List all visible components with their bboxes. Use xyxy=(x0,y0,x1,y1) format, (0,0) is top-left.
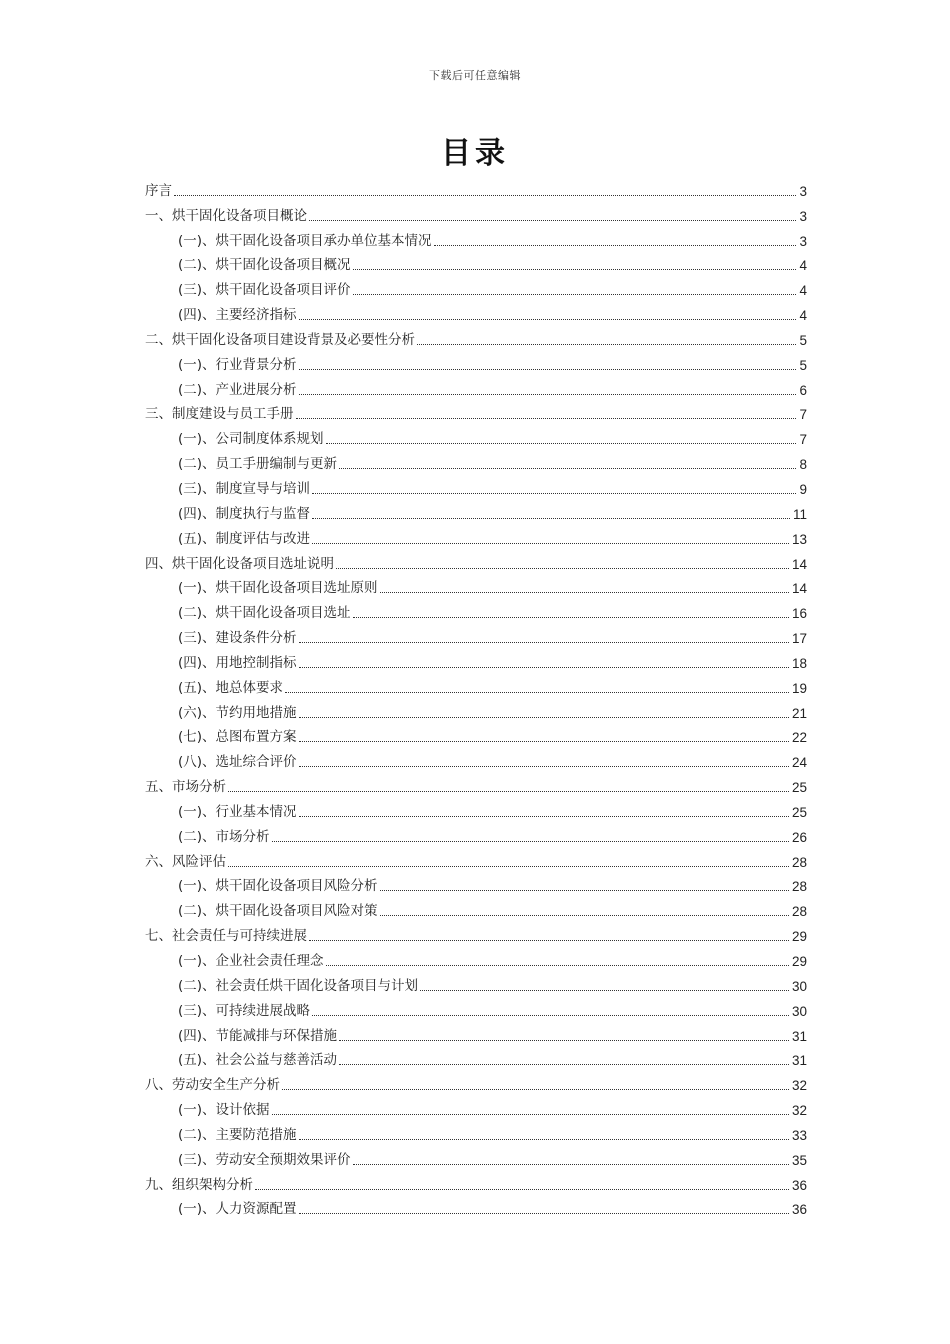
toc-entry[interactable] xyxy=(145,324,807,349)
toc-entry-page-number: 4 xyxy=(799,308,807,324)
toc-entry-label: (一)、烘干固化设备项目风险分析 xyxy=(178,878,378,895)
toc-entry[interactable] xyxy=(145,498,807,523)
dot-leader xyxy=(380,915,789,916)
toc-entry[interactable] xyxy=(145,250,807,275)
toc-entry[interactable] xyxy=(145,448,807,473)
dot-leader xyxy=(255,1189,789,1190)
toc-entry[interactable] xyxy=(145,274,807,299)
toc-entry[interactable] xyxy=(145,1020,807,1045)
toc-entry-label: (一)、行业基本情况 xyxy=(178,803,297,820)
toc-entry[interactable] xyxy=(145,1094,807,1119)
toc-entry-label: (八)、选址综合评价 xyxy=(178,754,297,771)
toc-entry[interactable] xyxy=(145,945,807,970)
toc-entry-label: (二)、烘干固化设备项目选址 xyxy=(178,605,351,622)
header-note: 下载后可任意编辑 xyxy=(429,69,521,82)
dot-leader xyxy=(228,791,789,792)
toc-entry-label: (三)、制度宣导与培训 xyxy=(178,480,311,497)
dot-leader xyxy=(299,319,797,320)
toc-entry-page-number: 22 xyxy=(791,730,807,746)
toc-entry-page-number: 5 xyxy=(799,357,807,373)
dot-leader xyxy=(272,841,789,842)
toc-entry-page-number: 19 xyxy=(791,680,807,696)
toc-entry[interactable] xyxy=(145,399,807,424)
toc-entry[interactable] xyxy=(145,871,807,896)
dot-leader xyxy=(299,394,797,395)
dot-leader xyxy=(299,1213,789,1214)
toc-entry-label: (三)、可持续进展战略 xyxy=(178,1002,311,1019)
toc-entry[interactable] xyxy=(145,821,807,846)
toc-entry[interactable] xyxy=(145,771,807,796)
toc-entry[interactable] xyxy=(145,895,807,920)
toc-entry-label: (一)、设计依据 xyxy=(178,1102,270,1119)
toc-entry-label: (一)、烘干固化设备项目承办单位基本情况 xyxy=(178,232,432,249)
dot-leader xyxy=(420,990,789,991)
toc-entry[interactable] xyxy=(145,1119,807,1144)
toc-entry-label: (一)、企业社会责任理念 xyxy=(178,953,324,969)
toc-entry-page-number: 25 xyxy=(791,780,807,796)
toc-entry-page-number: 7 xyxy=(799,407,807,423)
toc-entry[interactable] xyxy=(145,697,807,722)
dot-leader xyxy=(380,890,789,891)
toc-entry-page-number: 28 xyxy=(791,904,807,920)
dot-leader xyxy=(353,1164,789,1165)
dot-leader xyxy=(282,1089,789,1090)
toc-entry[interactable] xyxy=(145,672,807,697)
dot-leader xyxy=(299,717,789,718)
toc-entry-label: (二)、市场分析 xyxy=(178,828,270,845)
toc-entry[interactable] xyxy=(145,796,807,821)
toc-entry[interactable] xyxy=(145,1069,807,1094)
toc-entry-label: 一、烘干固化设备项目概论 xyxy=(145,207,307,224)
dot-leader xyxy=(380,592,789,593)
toc-entry-label: (三)、烘干固化设备项目评价 xyxy=(178,282,351,299)
toc-entry-label: (四)、用地控制指标 xyxy=(178,654,297,671)
toc-entry[interactable] xyxy=(145,349,807,374)
dot-leader xyxy=(312,518,790,519)
toc-entry[interactable] xyxy=(145,573,807,598)
toc-entry-page-number: 18 xyxy=(791,655,807,671)
toc-entry-page-number: 3 xyxy=(799,233,807,249)
toc-entry-page-number: 14 xyxy=(791,581,807,597)
toc-entry-page-number: 32 xyxy=(791,1078,807,1094)
toc-entry-label: 二、烘干固化设备项目建设背景及必要性分析 xyxy=(145,331,415,348)
toc-entry-page-number: 4 xyxy=(799,258,807,274)
toc-entry-page-number: 31 xyxy=(791,1028,807,1044)
toc-entry-page-number: 30 xyxy=(791,1003,807,1019)
toc-entry-label: (三)、建设条件分析 xyxy=(178,630,297,647)
dot-leader xyxy=(353,294,797,295)
toc-entry-label: 七、社会责任与可持续进展 xyxy=(145,928,307,945)
dot-leader xyxy=(339,1040,789,1041)
dot-leader xyxy=(272,1114,789,1115)
toc-entry-label: 三、制度建设与员工手册 xyxy=(145,406,294,423)
toc-entry-label: (六)、节约用地措施 xyxy=(178,704,297,721)
dot-leader xyxy=(326,443,797,444)
toc-entry[interactable] xyxy=(145,597,807,622)
toc-entry[interactable] xyxy=(145,995,807,1020)
toc-entry[interactable] xyxy=(145,622,807,647)
toc-entry[interactable] xyxy=(145,1194,807,1219)
toc-entry-page-number: 21 xyxy=(791,705,807,721)
table-of-contents xyxy=(145,175,807,1218)
toc-entry-page-number: 8 xyxy=(799,457,807,473)
dot-leader xyxy=(434,245,797,246)
toc-entry[interactable] xyxy=(145,548,807,573)
toc-entry-label: 四、烘干固化设备项目选址说明 xyxy=(145,555,334,572)
toc-entry-page-number: 9 xyxy=(799,481,807,497)
dot-leader xyxy=(309,220,796,221)
toc-entry-page-number: 29 xyxy=(791,929,807,945)
toc-entry-label: (二)、主要防范措施 xyxy=(178,1126,297,1143)
toc-entry-page-number: 33 xyxy=(791,1127,807,1143)
dot-leader xyxy=(417,344,796,345)
dot-leader xyxy=(339,468,796,469)
dot-leader xyxy=(339,1064,789,1065)
toc-entry[interactable] xyxy=(145,175,807,200)
toc-entry-label: (二)、烘干固化设备项目风险对策 xyxy=(178,903,378,920)
toc-entry-label: 六、风险评估 xyxy=(145,853,226,870)
toc-entry-label: (三)、劳动安全预期效果评价 xyxy=(178,1151,351,1168)
toc-entry[interactable] xyxy=(145,1144,807,1169)
dot-leader xyxy=(312,1015,789,1016)
toc-entry-label: (二)、烘干固化设备项目概况 xyxy=(178,257,351,274)
dot-leader xyxy=(228,866,789,867)
toc-entry-page-number: 28 xyxy=(791,854,807,870)
page-title: 目录 xyxy=(441,136,509,171)
toc-entry-page-number: 35 xyxy=(791,1152,807,1168)
toc-entry-page-number: 13 xyxy=(791,531,807,547)
dot-leader xyxy=(309,940,789,941)
toc-entry-page-number: 24 xyxy=(791,755,807,771)
dot-leader xyxy=(299,667,789,668)
toc-entry-page-number: 36 xyxy=(791,1202,807,1218)
dot-leader xyxy=(299,369,797,370)
toc-entry-page-number: 29 xyxy=(791,954,807,969)
dot-leader xyxy=(299,741,789,742)
dot-leader xyxy=(299,766,789,767)
toc-entry-page-number: 17 xyxy=(791,631,807,647)
toc-entry[interactable] xyxy=(145,200,807,225)
toc-entry[interactable] xyxy=(145,647,807,672)
toc-entry-label: (四)、制度执行与监督 xyxy=(178,505,311,522)
dot-leader xyxy=(299,642,789,643)
toc-entry[interactable] xyxy=(145,423,807,448)
toc-entry-page-number: 36 xyxy=(791,1177,807,1193)
toc-entry-page-number: 11 xyxy=(792,506,807,522)
toc-entry-label: (一)、人力资源配置 xyxy=(178,1201,297,1218)
toc-entry-label: 序言 xyxy=(145,182,172,199)
dot-leader xyxy=(299,816,789,817)
toc-entry-page-number: 14 xyxy=(791,556,807,572)
dot-leader xyxy=(336,568,789,569)
toc-entry-label: (一)、公司制度体系规划 xyxy=(178,431,324,448)
toc-entry-page-number: 28 xyxy=(791,879,807,895)
toc-entry-label: 九、组织架构分析 xyxy=(145,1176,253,1193)
toc-entry-page-number: 3 xyxy=(799,208,807,224)
toc-entry-label: 八、劳动安全生产分析 xyxy=(145,1077,280,1094)
dot-leader xyxy=(353,269,797,270)
toc-entry[interactable] xyxy=(145,722,807,747)
toc-entry-label: (一)、行业背景分析 xyxy=(178,356,297,373)
toc-entry-page-number: 26 xyxy=(791,829,807,845)
toc-entry-label: (五)、地总体要求 xyxy=(178,679,284,696)
dot-leader xyxy=(174,195,796,196)
toc-entry[interactable] xyxy=(145,1169,807,1194)
toc-entry-label: (五)、社会公益与慈善活动 xyxy=(178,1052,338,1069)
toc-entry-page-number: 16 xyxy=(791,606,807,622)
toc-entry[interactable] xyxy=(145,746,807,771)
toc-entry-page-number: 7 xyxy=(799,432,807,448)
dot-leader xyxy=(353,617,789,618)
toc-entry-page-number: 6 xyxy=(799,382,807,398)
toc-entry[interactable] xyxy=(145,299,807,324)
toc-entry-page-number: 32 xyxy=(791,1103,807,1119)
dot-leader xyxy=(312,493,796,494)
toc-entry-label: 五、市场分析 xyxy=(145,779,226,796)
toc-entry-label: (四)、节能减排与环保措施 xyxy=(178,1027,338,1044)
toc-entry-page-number: 5 xyxy=(799,332,807,348)
toc-entry[interactable] xyxy=(145,1045,807,1070)
toc-entry[interactable] xyxy=(145,920,807,945)
toc-entry[interactable] xyxy=(145,374,807,399)
toc-entry[interactable] xyxy=(145,846,807,871)
dot-leader xyxy=(326,965,789,966)
toc-entry-label: (一)、烘干固化设备项目选址原则 xyxy=(178,580,378,597)
toc-entry-page-number: 30 xyxy=(791,978,807,994)
toc-entry-page-number: 4 xyxy=(799,283,807,299)
dot-leader xyxy=(296,418,797,419)
toc-entry-label: (五)、制度评估与改进 xyxy=(178,530,311,547)
toc-entry[interactable] xyxy=(145,523,807,548)
toc-entry-label: (二)、社会责任烘干固化设备项目与计划 xyxy=(178,977,419,994)
toc-entry[interactable] xyxy=(145,970,807,995)
dot-leader xyxy=(299,1139,789,1140)
toc-entry-page-number: 3 xyxy=(799,183,807,199)
toc-entry-label: (四)、主要经济指标 xyxy=(178,307,297,324)
dot-leader xyxy=(285,692,789,693)
toc-entry-label: (二)、产业进展分析 xyxy=(178,381,297,398)
toc-entry-label: (二)、员工手册编制与更新 xyxy=(178,456,338,473)
toc-entry-label: (七)、总图布置方案 xyxy=(178,729,297,746)
toc-entry[interactable] xyxy=(145,473,807,498)
toc-entry-page-number: 25 xyxy=(791,804,807,820)
dot-leader xyxy=(312,543,789,544)
toc-entry-page-number: 31 xyxy=(791,1053,807,1069)
toc-entry[interactable] xyxy=(145,225,807,250)
